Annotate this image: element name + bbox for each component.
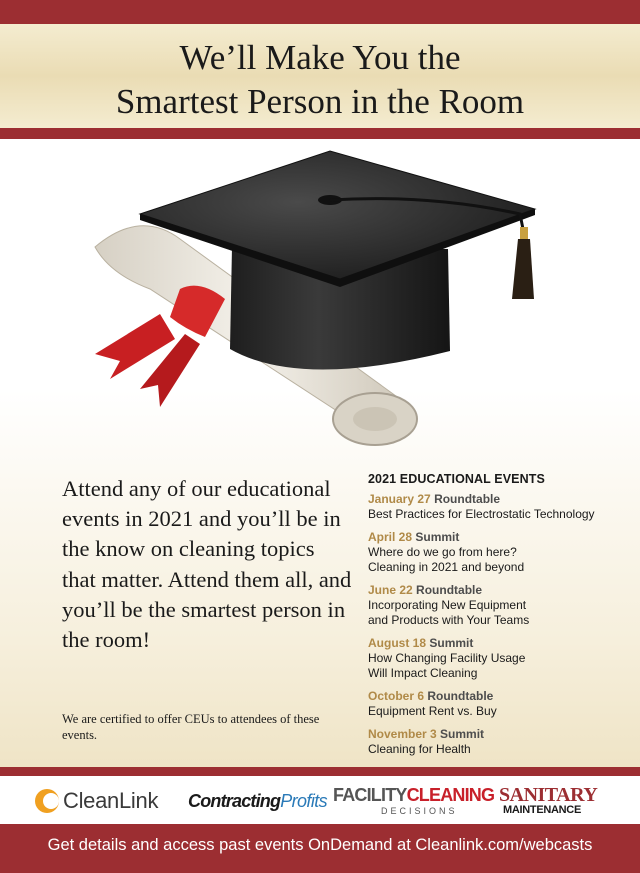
event-type: Summit — [429, 636, 474, 650]
event-description: Equipment Rent vs. Buy — [368, 704, 497, 718]
event-item[interactable] — [368, 530, 630, 575]
event-description-cont: Cleaning in 2021 and beyond — [368, 560, 525, 574]
event-item[interactable] — [368, 727, 630, 757]
cleaning-wordmark: CLEANING — [406, 785, 495, 805]
event-description-cont: Will Impact Cleaning — [368, 666, 478, 680]
event-description: How Changing Facility Usage — [368, 651, 526, 665]
partner-logos — [0, 776, 640, 824]
event-type: Summit — [440, 727, 485, 741]
event-item[interactable] — [368, 492, 630, 522]
event-item[interactable] — [368, 583, 630, 628]
event-date: April 28 — [368, 530, 413, 544]
top-band — [0, 0, 640, 24]
event-item[interactable] — [368, 689, 630, 719]
event-type: Roundtable — [416, 583, 483, 597]
event-date: August 18 — [368, 636, 427, 650]
decisions-wordmark: DECISIONS — [381, 806, 458, 816]
facility-cleaning-decisions-logo[interactable] — [333, 786, 494, 816]
event-type: Summit — [415, 530, 460, 544]
event-item[interactable] — [368, 636, 630, 681]
footer-banner[interactable] — [0, 824, 640, 873]
event-description: Cleaning for Health — [368, 742, 471, 756]
event-description: Best Practices for Electrostatic Technology — [368, 507, 595, 521]
maintenance-wordmark: MAINTENANCE — [503, 804, 581, 816]
events-heading: 2021 EDUCATIONAL EVENTS — [368, 472, 545, 486]
contracting-wordmark: Contracting — [188, 790, 281, 811]
main-copy: Attend any of our educational events in 2021 and you’ll be in the know on cleaning topics that matter. Attend them all, and you’ll be the smartest person in the room! — [62, 476, 352, 653]
certification-note: We are certified to offer CEUs to attendees of these events. — [62, 712, 320, 742]
title-banner — [0, 24, 640, 128]
event-type: Roundtable — [434, 492, 501, 506]
facility-wordmark: FACILITY — [333, 785, 407, 805]
event-type: Roundtable — [427, 689, 494, 703]
footer-text[interactable]: Get details and access past events OnDemand at Cleanlink.com/webcasts — [47, 836, 593, 854]
events-list — [368, 472, 630, 765]
cleanlink-wordmark: CleanLink — [63, 788, 159, 813]
event-date: October 6 — [368, 689, 425, 703]
event-description: Where do we go from here? — [368, 545, 517, 559]
hero-illustration — [0, 139, 640, 469]
event-date: November 3 — [368, 727, 437, 741]
sanitary-maintenance-logo[interactable] — [499, 786, 597, 816]
page-title-line2: Smartest Person in the Room — [115, 82, 525, 121]
event-description: Incorporating New Equipment — [368, 598, 527, 612]
event-date: January 27 — [368, 492, 431, 506]
title-divider-band — [0, 128, 640, 139]
event-date: June 22 — [368, 583, 413, 597]
logo-divider-band — [0, 767, 640, 776]
cleanlink-mark-icon — [34, 788, 60, 814]
sanitary-wordmark: SANITARY — [499, 784, 598, 806]
cleanlink-logo[interactable] — [34, 786, 158, 816]
page-title-line1: We’ll Make You the — [179, 38, 461, 77]
event-description-cont: and Products with Your Teams — [368, 613, 530, 627]
profits-wordmark: Profits — [280, 790, 328, 811]
contracting-profits-logo[interactable] — [188, 786, 327, 816]
